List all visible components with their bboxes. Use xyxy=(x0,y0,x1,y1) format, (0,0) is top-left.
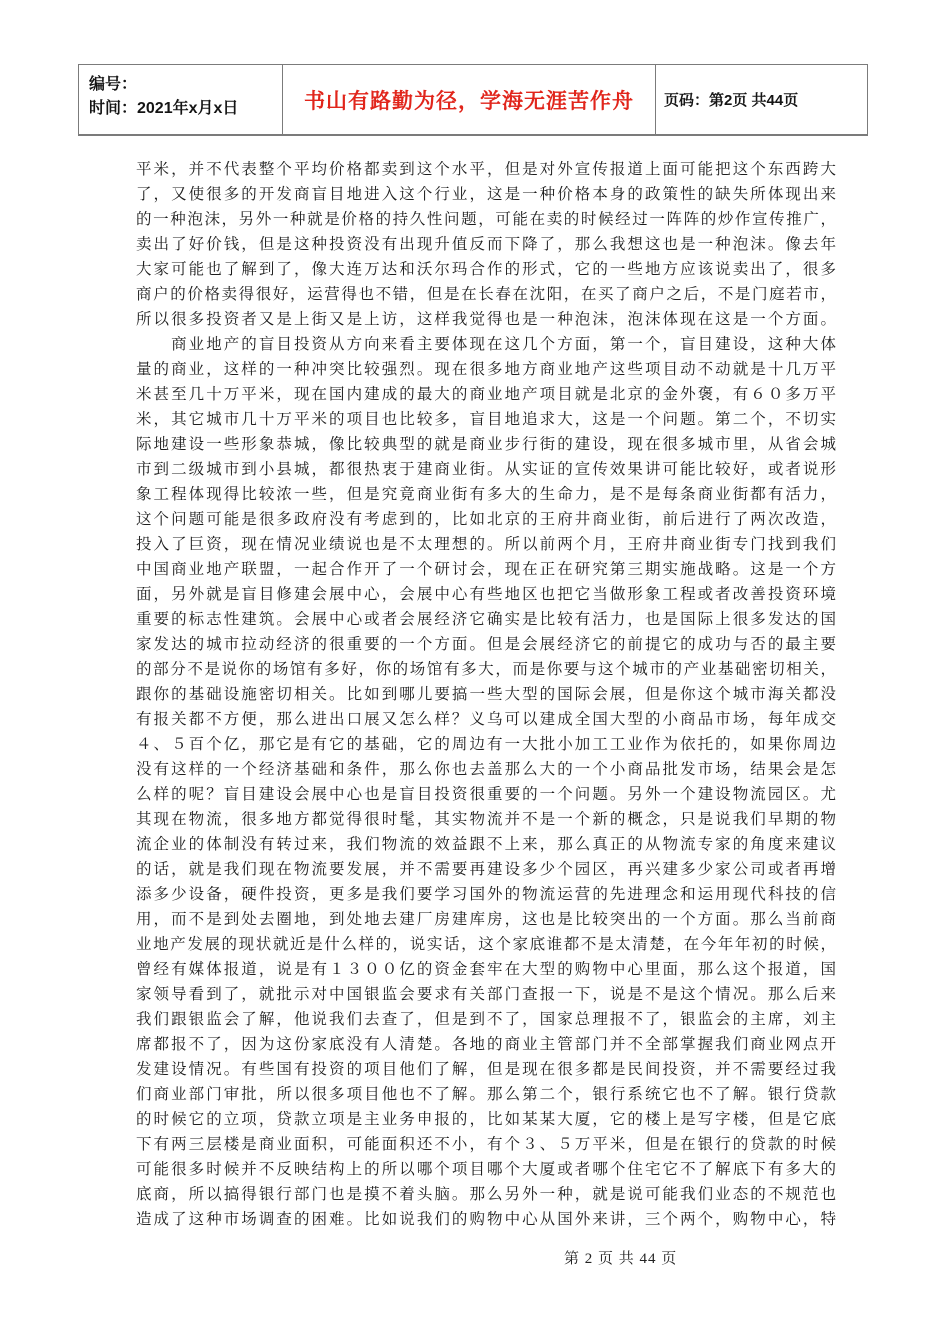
text-line: 面，另外就是盲目修建会展中心，会展中心有些地区也把它当做形象工程或者改善投资环境 xyxy=(136,586,836,603)
text-line: 发建设情况。有些国有投资的项目他们了解，但是现在很多都是民间投资，并不需要经过我 xyxy=(136,1061,836,1078)
text-line: 米甚至几十万平米，现在国内建成的最大的商业地产项目就是北京的金外褒，有６０多万平 xyxy=(136,386,836,403)
doc-time-label: 时间：2021年x月x日 xyxy=(89,100,239,117)
document-body xyxy=(136,157,836,1232)
text-line: 有报关都不方便，那么进出口展又怎么样？义乌可以建成全国大型的小商品市场，每年成交 xyxy=(136,711,836,728)
text-line: 业地产发展的现状就近是什么样的，说实话，这个家底谁都不是太清楚，在今年年初的时候， xyxy=(136,936,836,953)
text-line: ４、５百个亿，那它是有它的基础，它的周边有一大批小加工工业作为依托的，如果你周边 xyxy=(136,736,836,753)
text-line: 商户的价格卖得很好，运营得也不错，但是在长春在沈阳，在买了商户之后，不是门庭若市， xyxy=(136,286,836,303)
text-line: 没有这样的一个经济基础和条件，那么你也去盖那么大的一个小商品批发市场，结果会是怎 xyxy=(136,761,836,778)
footer-page-number: 第 2 页 共 44 页 xyxy=(564,1251,678,1267)
text-line: 的话，就是我们现在物流要发展，并不需要再建设多少个园区，再兴建多少家公司或者再增 xyxy=(136,861,836,878)
header-table xyxy=(78,64,868,136)
text-line: 卖出了好价钱，但是这种投资没有出现升值反而下降了，那么我想这也是一种泡沫。像去年 xyxy=(136,236,836,253)
text-line: 平米，并不代表整个平均价格都卖到这个水平，但是对外宣传报道上面可能把这个东西跨大 xyxy=(136,161,836,178)
header-cell-meta xyxy=(79,65,283,134)
header-cell-page xyxy=(656,65,867,134)
text-line: 的部分不是说你的场馆有多好，你的场馆有多大，而是你要与这个城市的产业基础密切相关， xyxy=(136,661,836,678)
text-line: 了，又使很多的开发商盲目地进入这个行业，这是一种价格本身的政策性的缺失所体现出来 xyxy=(136,186,836,203)
text-line: 米，其它城市几十万平米的项目也比较多，盲目地追求大，这是一个问题。第二个，不切实 xyxy=(136,411,836,428)
text-line: 家领导看到了，就批示对中国银监会要求有关部门查报一下，说是不是这个情况。那么后来 xyxy=(136,986,836,1003)
text-line: 底商，所以搞得银行部门也是摸不着头脑。那么另外一种，就是说可能我们业态的不规范也 xyxy=(136,1186,836,1203)
text-line: 量的商业，这样的一种冲突比较强烈。现在很多地方商业地产这些项目动不动就是十几万平 xyxy=(136,361,836,378)
text-line: 象工程体现得比较浓一些，但是究竟商业街有多大的生命力，是不是每条商业街都有活力， xyxy=(136,486,836,503)
text-line: 们商业部门审批，所以很多项目他也不了解。那么第二个，银行系统它也不了解。银行贷款 xyxy=(136,1086,836,1103)
header-cell-slogan xyxy=(283,65,656,134)
text-line: 商业地产的盲目投资从方向来看主要体现在这几个方面，第一个，盲目建设，这种大体 xyxy=(136,336,836,353)
text-line: 流企业的体制没有转过来，我们物流的效益跟不上来，那么真正的从物流专家的角度来建议 xyxy=(136,836,836,853)
text-line: 的时候它的立项，贷款立项是主业务申报的，比如某某大厦，它的楼上是写字楼，但是它底 xyxy=(136,1111,836,1128)
text-line: 际地建设一些形象恭城，像比较典型的就是商业步行街的建设，现在很多城市里，从省会城 xyxy=(136,436,836,453)
text-line: 中国商业地产联盟，一起合作开了一个研讨会，现在正在研究第三期实施战略。这是一个方 xyxy=(136,561,836,578)
text-line: 可能很多时候并不反映结构上的所以哪个项目哪个大厦或者哪个住宅它不了解底下有多大的 xyxy=(136,1161,836,1178)
text-line: 我们跟银监会了解，他说我们去查了，但是到不了，国家总理报不了，银监会的主席，刘主 xyxy=(136,1011,836,1028)
text-line: 么样的呢？盲目建设会展中心也是盲目投资很重要的一个问题。另外一个建设物流园区。尤 xyxy=(136,786,836,803)
header-slogan: 书山有路勤为径，学海无涯苦作舟 xyxy=(304,89,634,113)
doc-number-label: 编号： xyxy=(89,76,138,93)
text-line: 曾经有媒体报道，说是有１３００亿的资金套牢在大型的购物中心里面，那么这个报道，国 xyxy=(136,961,836,978)
text-line: 投入了巨资，现在情况业绩说也是不太理想的。所以前两个月，王府井商业街专门找到我们 xyxy=(136,536,836,553)
text-line: 跟你的基础设施密切相关。比如到哪儿要搞一些大型的国际会展，但是你这个城市海关都没 xyxy=(136,686,836,703)
text-line: 家发达的城市拉动经济的很重要的一个方面。但是会展经济它的前提它的成功与否的最主要 xyxy=(136,636,836,653)
text-line: 重要的标志性建筑。会展中心或者会展经济它确实是比较有活力，也是国际上很多发达的国 xyxy=(136,611,836,628)
text-line: 造成了这种市场调查的困难。比如说我们的购物中心从国外来讲，三个两个，购物中心，特 xyxy=(136,1211,836,1228)
header-page-label: 页码：第2页 共44页 xyxy=(664,92,799,109)
text-line: 席都报不了，因为这份家底没有人清楚。各地的商业主管部门并不全部掌握我们商业网点开 xyxy=(136,1036,836,1053)
text-line: 大家可能也了解到了，像大连万达和沃尔玛合作的形式，它的一些地方应该说卖出了，很多 xyxy=(136,261,836,278)
text-line: 市到二级城市到小县城，都很热衷于建商业街。从实证的宣传效果讲可能比较好，或者说形 xyxy=(136,461,836,478)
text-line: 下有两三层楼是商业面积，可能面积还不小，有个３、５万平米，但是在银行的贷款的时候 xyxy=(136,1136,836,1153)
text-line: 用，而不是到处去圈地，到处地去建厂房建库房，这也是比较突出的一个方面。那么当前商 xyxy=(136,911,836,928)
text-line: 的一种泡沫，另外一种就是价格的持久性问题，可能在卖的时候经过一阵阵的炒作宣传推广， xyxy=(136,211,836,228)
text-line: 添多少设备，硬件投资，更多是我们要学习国外的物流运营的先进理念和运用现代科技的信 xyxy=(136,886,836,903)
text-line: 这个问题可能是很多政府没有考虑到的，比如北京的王府井商业街，前后进行了两次改造， xyxy=(136,511,836,528)
text-line: 所以很多投资者又是上街又是上访，这样我觉得也是一种泡沫，泡沫体现在这是一个方面。 xyxy=(136,311,836,328)
text-line: 其现在物流，很多地方都觉得很时髦，其实物流并不是一个新的概念，只是说我们早期的物 xyxy=(136,811,836,828)
